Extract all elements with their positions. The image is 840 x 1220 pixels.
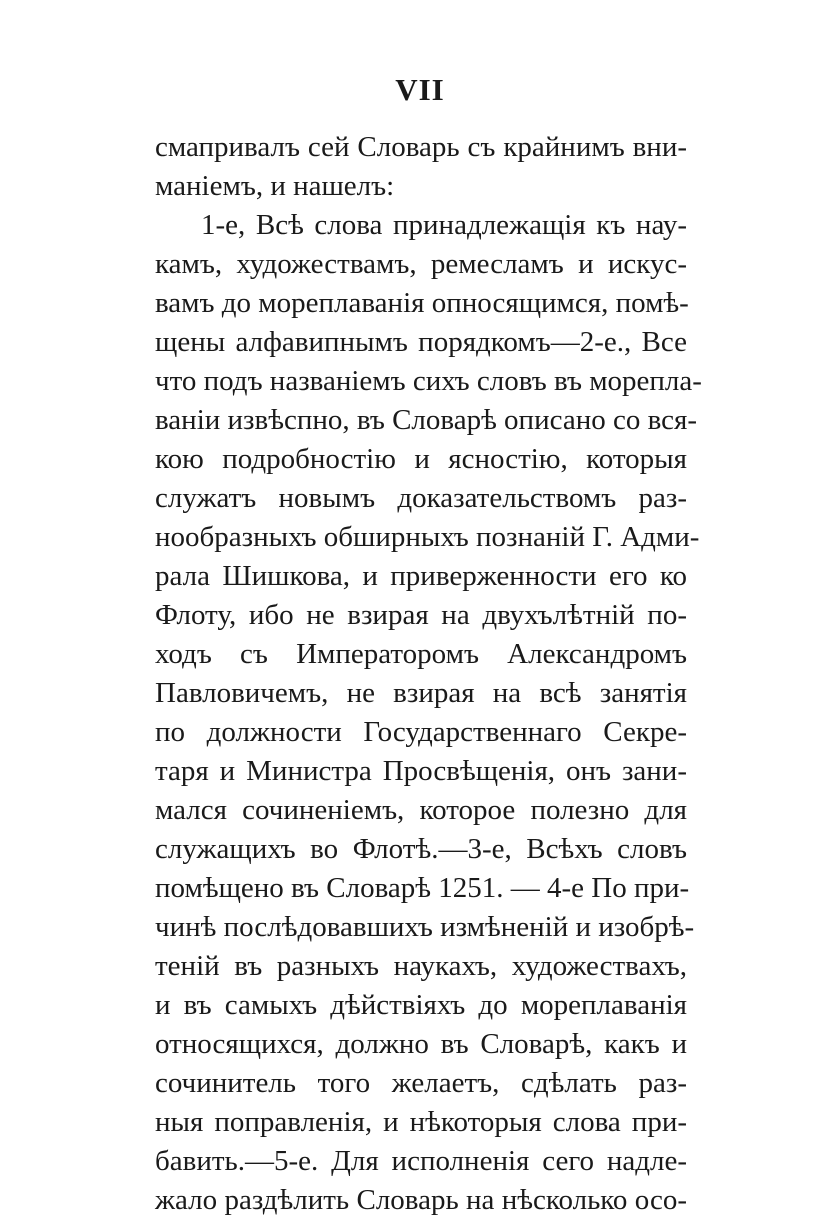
- text-line: 1-е, Всѣ слова принадлежащія къ нау-: [201, 209, 687, 241]
- text-line: помѣщено въ Словарѣ 1251. — 4-е По при-: [155, 872, 690, 904]
- text-line: служащихъ во Флотѣ.—3-е, Всѣхъ словъ: [155, 833, 687, 865]
- text-line: служатъ новымъ доказательствомъ раз-: [155, 482, 687, 514]
- text-line: Павловичемъ, не взирая на всѣ занятія: [155, 677, 687, 709]
- text-line: что подъ названіемъ сихъ словъ въ морепла-: [155, 365, 702, 397]
- text-line: относящихся, должно въ Словарѣ, какъ и: [155, 1028, 687, 1060]
- text-line: теній въ разныхъ наукахъ, художествахъ,: [155, 950, 687, 982]
- text-line: сочинитель того желаетъ, сдѣлать раз-: [155, 1067, 687, 1099]
- text-line: таря и Министра Просвѣщенія, онъ зани-: [155, 755, 687, 787]
- text-line: чинѣ послѣдовавшихъ измѣненій и изобрѣ-: [155, 911, 695, 943]
- text-line: смапривалъ сей Словарь съ крайнимъ вни-: [155, 131, 687, 163]
- text-line: ходъ съ Императоромъ Александромъ: [155, 638, 687, 670]
- text-line: Флоту, ибо не взирая на двухълѣтній по-: [155, 599, 687, 631]
- text-line: вамъ до мореплаванія опносящимся, помѣ-: [155, 287, 689, 319]
- body-text: [155, 128, 702, 1220]
- text-line: жало раздѣлить Словарь на нѣсколько осо-: [155, 1184, 687, 1216]
- text-line: нообразныхъ обширныхъ познаній Г. Адми-: [155, 521, 700, 553]
- text-line: ваніи извѣспно, въ Словарѣ описано со вся-: [155, 404, 697, 436]
- text-line: ныя поправленія, и нѣкоторыя слова при-: [155, 1106, 687, 1138]
- text-line: кою подробностію и ясностію, которыя: [155, 443, 687, 475]
- text-line: камъ, художествамъ, ремесламъ и искус-: [155, 248, 687, 280]
- text-line: маніемъ, и нашелъ:: [155, 170, 395, 202]
- text-line: щены алфавипнымъ порядкомъ—2-е., Все: [155, 326, 687, 358]
- text-line: бавить.—5-е. Для исполненія сего надле-: [155, 1145, 687, 1177]
- text-line: мался сочиненіемъ, которое полезно для: [155, 794, 687, 826]
- text-line: рала Шишкова, и приверженности его ко: [155, 560, 687, 592]
- page-number: VII: [395, 72, 445, 107]
- text-line: по должности Государственнаго Секре-: [155, 716, 687, 748]
- text-line: и въ самыхъ дѣйствіяхъ до мореплаванія: [155, 989, 687, 1021]
